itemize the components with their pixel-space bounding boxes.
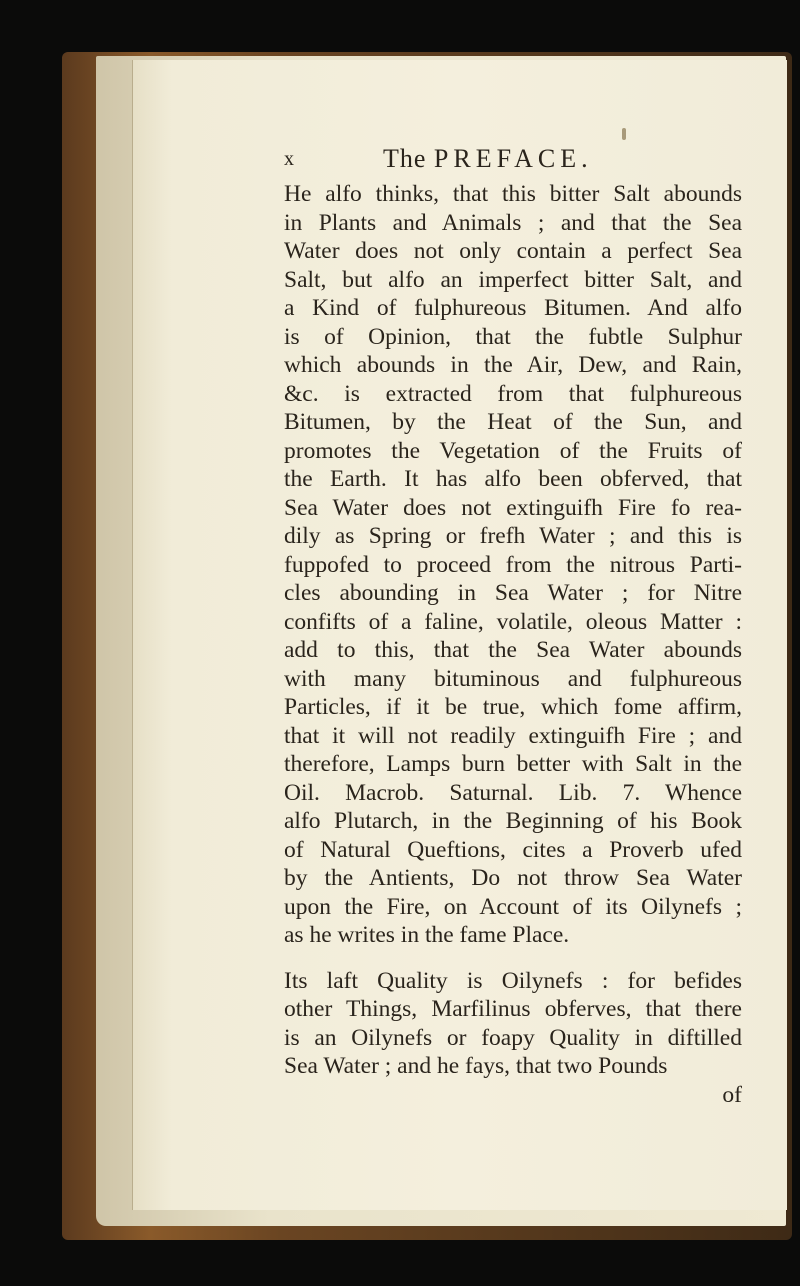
paragraph-2	[284, 967, 742, 1081]
text-line: Particles, if it be true, which fome affirm,	[284, 694, 742, 720]
text-line: of Natural Queftions, cites a Proverb ufed	[284, 836, 742, 863]
text-line: upon the Fire, on Account of its Oilynefs ;	[284, 893, 742, 920]
text-line: Its laft Quality is Oilynefs : for befides	[284, 967, 742, 994]
page-text	[284, 144, 742, 1109]
text-line: promotes the Vegetation of the Fruits of	[284, 437, 742, 464]
text-line: fuppofed to proceed from the nitrous Parti-	[284, 551, 742, 578]
text-line: confifts of a faline, volatile, oleous Matter :	[284, 608, 742, 635]
text-line: that it will not readily extinguifh Fire ; and	[284, 722, 742, 749]
text-line: as he writes in the fame Place.	[284, 922, 570, 948]
text-line: Sea Water does not extinguifh Fire fo rea-	[284, 494, 742, 521]
running-title	[383, 144, 593, 174]
running-title-caps: PREFACE.	[433, 144, 593, 173]
text-line: a Kind of fulphureous Bitumen. And alfo	[284, 295, 742, 321]
text-line: in Plants and Animals ; and that the Sea	[284, 209, 742, 236]
paragraph-1	[284, 180, 742, 950]
text-line: Sea Water ; and he fays, that two Pounds	[284, 1053, 668, 1079]
text-line: Salt, but alfo an imperfect bitter Salt, and	[284, 266, 742, 293]
text-line: &c. is extracted from that fulphureous	[284, 380, 742, 407]
text-line: with many bituminous and fulphureous	[284, 665, 742, 692]
text-line: He alfo thinks, that this bitter Salt abounds	[284, 181, 742, 207]
ink-speck	[622, 128, 626, 140]
text-line: by the Antients, Do not throw Sea Water	[284, 865, 742, 891]
text-line: Water does not only contain a perfect Sea	[284, 238, 742, 264]
text-line: therefore, Lamps burn better with Salt in the	[284, 751, 742, 777]
text-line: the Earth. It has alfo been obferved, that	[284, 466, 742, 492]
text-line: is of Opinion, that the fubtle Sulphur	[284, 323, 742, 350]
text-line: alfo Plutarch, in the Beginning of his Book	[284, 808, 742, 834]
catchword: of	[722, 1081, 742, 1108]
text-line: add to this, that the Sea Water abounds	[284, 637, 742, 663]
text-line: is an Oilynefs or foapy Quality in diftilled	[284, 1024, 742, 1051]
text-line: other Things, Marfilinus obferves, that there	[284, 996, 742, 1022]
text-line: Oil. Macrob. Saturnal. Lib. 7. Whence	[284, 779, 742, 806]
text-line: Bitumen, by the Heat of the Sun, and	[284, 409, 742, 435]
running-title-prefix: The	[383, 144, 427, 173]
text-line: cles abounding in Sea Water ; for Nitre	[284, 580, 742, 606]
text-line: dily as Spring or frefh Water ; and this is	[284, 523, 742, 549]
text-line: which abounds in the Air, Dew, and Rain,	[284, 352, 742, 378]
page-number: x	[284, 148, 295, 170]
running-head	[284, 144, 742, 180]
